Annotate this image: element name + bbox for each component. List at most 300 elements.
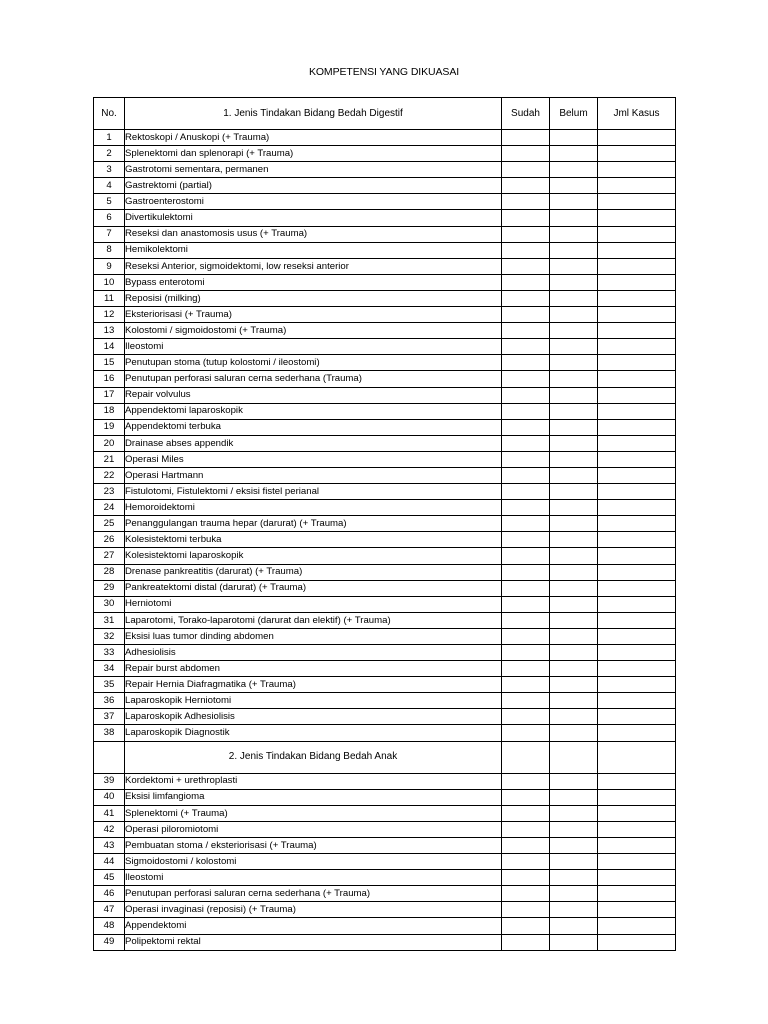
procedure-name: Eksteriorisasi (+ Trauma)	[125, 307, 502, 323]
belum-cell	[550, 596, 598, 612]
sudah-cell	[502, 773, 550, 789]
table-row	[94, 403, 676, 419]
table-row	[94, 162, 676, 178]
header-sudah: Sudah	[502, 98, 550, 130]
row-number: 30	[94, 596, 125, 612]
sudah-cell	[502, 677, 550, 693]
table-row	[94, 564, 676, 580]
table-row	[94, 194, 676, 210]
jml-kasus-cell	[598, 403, 676, 419]
row-number: 22	[94, 467, 125, 483]
row-number: 24	[94, 500, 125, 516]
procedure-name: Appendektomi laparoskopik	[125, 403, 502, 419]
belum-cell	[550, 339, 598, 355]
belum-cell	[550, 403, 598, 419]
table-header-row	[94, 98, 676, 130]
section1-body	[94, 130, 676, 742]
row-number: 38	[94, 725, 125, 741]
sudah-cell	[502, 242, 550, 258]
belum-cell	[550, 307, 598, 323]
procedure-name: Penutupan perforasi saluran cerna sederhana (Trauma)	[125, 371, 502, 387]
procedure-name: Hemikolektomi	[125, 242, 502, 258]
table-row	[94, 821, 676, 837]
belum-cell	[550, 725, 598, 741]
jml-kasus-cell	[598, 323, 676, 339]
jml-kasus-cell	[598, 500, 676, 516]
table-row	[94, 226, 676, 242]
row-number: 29	[94, 580, 125, 596]
table-row	[94, 580, 676, 596]
row-number: 33	[94, 645, 125, 661]
table-row	[94, 371, 676, 387]
sudah-cell	[502, 355, 550, 371]
table-row	[94, 725, 676, 741]
table-row	[94, 467, 676, 483]
procedure-name: Reseksi Anterior, sigmoidektomi, low reseksi anterior	[125, 258, 502, 274]
sudah-cell	[502, 661, 550, 677]
procedure-name: Penanggulangan trauma hepar (darurat) (+ Trauma)	[125, 516, 502, 532]
competency-table	[93, 97, 676, 951]
table-row	[94, 323, 676, 339]
table-row	[94, 307, 676, 323]
belum-cell	[550, 484, 598, 500]
jml-kasus-cell	[598, 130, 676, 146]
jml-kasus-cell	[598, 355, 676, 371]
belum-cell	[550, 387, 598, 403]
belum-cell	[550, 870, 598, 886]
row-number: 21	[94, 451, 125, 467]
table-row	[94, 918, 676, 934]
table-row	[94, 451, 676, 467]
jml-kasus-cell	[598, 709, 676, 725]
jml-kasus-cell	[598, 387, 676, 403]
procedure-name: Ileostomi	[125, 339, 502, 355]
jml-kasus-cell	[598, 564, 676, 580]
procedure-name: Ileostomi	[125, 870, 502, 886]
jml-kasus-cell	[598, 307, 676, 323]
sudah-cell	[502, 709, 550, 725]
procedure-name: Divertikulektomi	[125, 210, 502, 226]
belum-cell	[550, 564, 598, 580]
row-number: 6	[94, 210, 125, 226]
section2-body	[94, 773, 676, 950]
belum-cell	[550, 371, 598, 387]
procedure-name: Eksisi luas tumor dinding abdomen	[125, 628, 502, 644]
row-number: 28	[94, 564, 125, 580]
belum-cell	[550, 693, 598, 709]
belum-cell	[550, 323, 598, 339]
sudah-cell	[502, 210, 550, 226]
jml-kasus-cell	[598, 435, 676, 451]
procedure-name: Gastroenterostomi	[125, 194, 502, 210]
table-row	[94, 886, 676, 902]
jml-kasus-cell	[598, 274, 676, 290]
belum-cell	[550, 548, 598, 564]
row-number: 4	[94, 178, 125, 194]
belum-cell	[550, 274, 598, 290]
table-row	[94, 387, 676, 403]
belum-cell	[550, 226, 598, 242]
sudah-cell	[502, 290, 550, 306]
sudah-cell	[502, 451, 550, 467]
table-row	[94, 339, 676, 355]
belum-cell	[550, 918, 598, 934]
row-number: 15	[94, 355, 125, 371]
sudah-cell	[502, 580, 550, 596]
belum-cell	[550, 741, 598, 773]
row-number: 37	[94, 709, 125, 725]
belum-cell	[550, 902, 598, 918]
table-row	[94, 773, 676, 789]
jml-kasus-cell	[598, 805, 676, 821]
sudah-cell	[502, 934, 550, 950]
belum-cell	[550, 886, 598, 902]
row-number: 7	[94, 226, 125, 242]
header-section1-title: 1. Jenis Tindakan Bidang Bedah Digestif	[125, 98, 502, 130]
belum-cell	[550, 661, 598, 677]
procedure-name: Reposisi (milking)	[125, 290, 502, 306]
table-row	[94, 130, 676, 146]
sudah-cell	[502, 307, 550, 323]
table-row	[94, 837, 676, 853]
belum-cell	[550, 194, 598, 210]
sudah-cell	[502, 837, 550, 853]
row-number: 36	[94, 693, 125, 709]
procedure-name: Operasi Miles	[125, 451, 502, 467]
procedure-name: Penutupan stoma (tutup kolostomi / ileostomi)	[125, 355, 502, 371]
jml-kasus-cell	[598, 886, 676, 902]
table-row	[94, 242, 676, 258]
table-row	[94, 516, 676, 532]
sudah-cell	[502, 403, 550, 419]
table-row	[94, 596, 676, 612]
belum-cell	[550, 146, 598, 162]
sudah-cell	[502, 886, 550, 902]
table-row	[94, 258, 676, 274]
jml-kasus-cell	[598, 419, 676, 435]
row-number: 39	[94, 773, 125, 789]
jml-kasus-cell	[598, 725, 676, 741]
jml-kasus-cell	[598, 837, 676, 853]
row-number: 46	[94, 886, 125, 902]
procedure-name: Laparoskopik Adhesiolisis	[125, 709, 502, 725]
sudah-cell	[502, 371, 550, 387]
sudah-cell	[502, 725, 550, 741]
procedure-name: Sigmoidostomi / kolostomi	[125, 854, 502, 870]
procedure-name: Eksisi limfangioma	[125, 789, 502, 805]
page-title: KOMPETENSI YANG DIKUASAI	[308, 66, 460, 78]
jml-kasus-cell	[598, 854, 676, 870]
procedure-name: Bypass enterotomi	[125, 274, 502, 290]
jml-kasus-cell	[598, 612, 676, 628]
sudah-cell	[502, 532, 550, 548]
sudah-cell	[502, 500, 550, 516]
procedure-name: Kolesistektomi terbuka	[125, 532, 502, 548]
sudah-cell	[502, 194, 550, 210]
jml-kasus-cell	[598, 821, 676, 837]
sudah-cell	[502, 741, 550, 773]
table-row	[94, 532, 676, 548]
sudah-cell	[502, 162, 550, 178]
row-number: 26	[94, 532, 125, 548]
belum-cell	[550, 612, 598, 628]
jml-kasus-cell	[598, 596, 676, 612]
procedure-name: Reseksi dan anastomosis usus (+ Trauma)	[125, 226, 502, 242]
sudah-cell	[502, 484, 550, 500]
table-row	[94, 661, 676, 677]
belum-cell	[550, 934, 598, 950]
section2-header	[94, 741, 676, 773]
jml-kasus-cell	[598, 146, 676, 162]
table-row	[94, 870, 676, 886]
table-row	[94, 693, 676, 709]
procedure-name: Kordektomi + urethroplasti	[125, 773, 502, 789]
belum-cell	[550, 516, 598, 532]
belum-cell	[550, 355, 598, 371]
procedure-name: Fistulotomi, Fistulektomi / eksisi fistel perianal	[125, 484, 502, 500]
row-number: 13	[94, 323, 125, 339]
sudah-cell	[502, 870, 550, 886]
jml-kasus-cell	[598, 451, 676, 467]
belum-cell	[550, 162, 598, 178]
row-number: 41	[94, 805, 125, 821]
row-number: 42	[94, 821, 125, 837]
belum-cell	[550, 789, 598, 805]
row-number: 17	[94, 387, 125, 403]
sudah-cell	[502, 339, 550, 355]
table-row	[94, 709, 676, 725]
row-number: 18	[94, 403, 125, 419]
table-row	[94, 677, 676, 693]
procedure-name: Hemoroidektomi	[125, 500, 502, 516]
row-number: 47	[94, 902, 125, 918]
sudah-cell	[502, 516, 550, 532]
sudah-cell	[502, 467, 550, 483]
row-number: 44	[94, 854, 125, 870]
table-row	[94, 789, 676, 805]
table-row	[94, 210, 676, 226]
jml-kasus-cell	[598, 484, 676, 500]
table-row	[94, 612, 676, 628]
belum-cell	[550, 500, 598, 516]
row-number: 23	[94, 484, 125, 500]
sudah-cell	[502, 548, 550, 564]
row-number: 27	[94, 548, 125, 564]
row-number: 14	[94, 339, 125, 355]
table-row	[94, 548, 676, 564]
belum-cell	[550, 837, 598, 853]
jml-kasus-cell	[598, 258, 676, 274]
jml-kasus-cell	[598, 934, 676, 950]
row-number: 5	[94, 194, 125, 210]
table-row	[94, 854, 676, 870]
jml-kasus-cell	[598, 242, 676, 258]
belum-cell	[550, 709, 598, 725]
jml-kasus-cell	[598, 290, 676, 306]
procedure-name: Gastrotomi sementara, permanen	[125, 162, 502, 178]
jml-kasus-cell	[598, 789, 676, 805]
sudah-cell	[502, 628, 550, 644]
table-row	[94, 274, 676, 290]
belum-cell	[550, 290, 598, 306]
row-number: 35	[94, 677, 125, 693]
jml-kasus-cell	[598, 371, 676, 387]
row-number: 34	[94, 661, 125, 677]
section-header-row	[94, 741, 676, 773]
row-number: 12	[94, 307, 125, 323]
belum-cell	[550, 805, 598, 821]
sudah-cell	[502, 645, 550, 661]
jml-kasus-cell	[598, 532, 676, 548]
belum-cell	[550, 242, 598, 258]
jml-kasus-cell	[598, 870, 676, 886]
jml-kasus-cell	[598, 339, 676, 355]
sudah-cell	[502, 323, 550, 339]
belum-cell	[550, 645, 598, 661]
table-row	[94, 178, 676, 194]
sudah-cell	[502, 564, 550, 580]
jml-kasus-cell	[598, 194, 676, 210]
row-number: 10	[94, 274, 125, 290]
procedure-name: Splenektomi dan splenorapi (+ Trauma)	[125, 146, 502, 162]
sudah-cell	[502, 258, 550, 274]
procedure-name: Operasi Hartmann	[125, 467, 502, 483]
row-number: 19	[94, 419, 125, 435]
sudah-cell	[502, 178, 550, 194]
header-no: No.	[94, 98, 125, 130]
procedure-name: Polipektomi rektal	[125, 934, 502, 950]
jml-kasus-cell	[598, 580, 676, 596]
row-number: 1	[94, 130, 125, 146]
belum-cell	[550, 210, 598, 226]
belum-cell	[550, 677, 598, 693]
belum-cell	[550, 580, 598, 596]
procedure-name: Operasi piloromiotomi	[125, 821, 502, 837]
row-number: 48	[94, 918, 125, 934]
row-number: 45	[94, 870, 125, 886]
row-number: 16	[94, 371, 125, 387]
jml-kasus-cell	[598, 741, 676, 773]
jml-kasus-cell	[598, 918, 676, 934]
row-number: 11	[94, 290, 125, 306]
table-row	[94, 500, 676, 516]
jml-kasus-cell	[598, 226, 676, 242]
row-number: 9	[94, 258, 125, 274]
jml-kasus-cell	[598, 661, 676, 677]
table-row	[94, 419, 676, 435]
sudah-cell	[502, 854, 550, 870]
procedure-name: Appendektomi terbuka	[125, 419, 502, 435]
sudah-cell	[502, 789, 550, 805]
sudah-cell	[502, 918, 550, 934]
belum-cell	[550, 821, 598, 837]
belum-cell	[550, 178, 598, 194]
procedure-name: Pembuatan stoma / eksteriorisasi (+ Trauma)	[125, 837, 502, 853]
procedure-name: Repair volvulus	[125, 387, 502, 403]
jml-kasus-cell	[598, 467, 676, 483]
table-row	[94, 645, 676, 661]
procedure-name: Splenektomi (+ Trauma)	[125, 805, 502, 821]
belum-cell	[550, 773, 598, 789]
section2-title: 2. Jenis Tindakan Bidang Bedah Anak	[125, 741, 502, 773]
procedure-name: Gastrektomi (partial)	[125, 178, 502, 194]
procedure-name: Repair Hernia Diafragmatika (+ Trauma)	[125, 677, 502, 693]
header-jml-kasus: Jml Kasus	[598, 98, 676, 130]
belum-cell	[550, 532, 598, 548]
sudah-cell	[502, 805, 550, 821]
sudah-cell	[502, 612, 550, 628]
row-number: 3	[94, 162, 125, 178]
jml-kasus-cell	[598, 628, 676, 644]
row-number: 20	[94, 435, 125, 451]
jml-kasus-cell	[598, 677, 676, 693]
procedure-name: Drenase pankreatitis (darurat) (+ Trauma)	[125, 564, 502, 580]
jml-kasus-cell	[598, 773, 676, 789]
sudah-cell	[502, 419, 550, 435]
procedure-name: Laparoskopik Diagnostik	[125, 725, 502, 741]
table-row	[94, 805, 676, 821]
sudah-cell	[502, 821, 550, 837]
row-number: 2	[94, 146, 125, 162]
row-number: 32	[94, 628, 125, 644]
procedure-name: Adhesiolisis	[125, 645, 502, 661]
procedure-name: Laparoskopik Herniotomi	[125, 693, 502, 709]
jml-kasus-cell	[598, 178, 676, 194]
belum-cell	[550, 130, 598, 146]
jml-kasus-cell	[598, 902, 676, 918]
table-row	[94, 146, 676, 162]
sudah-cell	[502, 146, 550, 162]
procedure-name: Drainase abses appendik	[125, 435, 502, 451]
procedure-name: Kolostomi / sigmoidostomi (+ Trauma)	[125, 323, 502, 339]
procedure-name: Repair burst abdomen	[125, 661, 502, 677]
belum-cell	[550, 419, 598, 435]
sudah-cell	[502, 435, 550, 451]
sudah-cell	[502, 274, 550, 290]
table-row	[94, 290, 676, 306]
sudah-cell	[502, 596, 550, 612]
procedure-name: Operasi invaginasi (reposisi) (+ Trauma)	[125, 902, 502, 918]
jml-kasus-cell	[598, 645, 676, 661]
table-row	[94, 355, 676, 371]
sudah-cell	[502, 130, 550, 146]
row-number: 43	[94, 837, 125, 853]
belum-cell	[550, 628, 598, 644]
procedure-name: Laparotomi, Torako-laparotomi (darurat dan elektif) (+ Trauma)	[125, 612, 502, 628]
jml-kasus-cell	[598, 516, 676, 532]
sudah-cell	[502, 387, 550, 403]
table-row	[94, 435, 676, 451]
procedure-name: Herniotomi	[125, 596, 502, 612]
table-row	[94, 484, 676, 500]
section-no-cell	[94, 741, 125, 773]
header-belum: Belum	[550, 98, 598, 130]
row-number: 25	[94, 516, 125, 532]
procedure-name: Penutupan perforasi saluran cerna sederhana (+ Trauma)	[125, 886, 502, 902]
jml-kasus-cell	[598, 548, 676, 564]
belum-cell	[550, 451, 598, 467]
jml-kasus-cell	[598, 162, 676, 178]
sudah-cell	[502, 693, 550, 709]
jml-kasus-cell	[598, 210, 676, 226]
belum-cell	[550, 435, 598, 451]
procedure-name: Rektoskopi / Anuskopi (+ Trauma)	[125, 130, 502, 146]
belum-cell	[550, 258, 598, 274]
row-number: 40	[94, 789, 125, 805]
jml-kasus-cell	[598, 693, 676, 709]
row-number: 8	[94, 242, 125, 258]
procedure-name: Pankreatektomi distal (darurat) (+ Trauma)	[125, 580, 502, 596]
